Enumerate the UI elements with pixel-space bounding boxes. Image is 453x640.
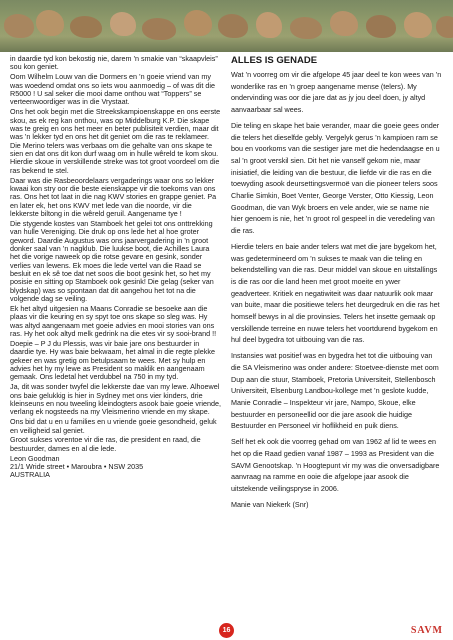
signature-block: [10, 455, 221, 480]
left-paragraph-5: Die stygende kostes van Stamboek het gelei tot ons onttrekking van hulle Vereniging. Die druk op ons lede het al hoe groter geword. Daardie Augustus was ons jaarvergadering in ’n groot donker saal van ’n nagklub. Die luukse boot, die Achilles Laura het die vorige naweek op die rotse gevare en gesink, sonder verlies van lewens. Ek moes die lede vertel van die Raad se besluit en ek sê toe dat net soos die boot gesink het, so het my posisie en sitting op Stamboek ook gesink! Die gelag (seker van blydskap) was so spontaan dat dit aangehou het tot na die volgende dag se veiling.: [10, 218, 214, 303]
left-paragraph-10: Groot sukses vorentoe vir die ras, die president en raad, die bestuurder, dames en al die lede.: [10, 435, 201, 453]
right-column: [231, 55, 442, 622]
right-paragraph-4: Instansies wat positief was en bygedra het tot die uitbouing van die SA Vleismerino was onder andere: Stoetvee-dienste met oom Dup aan die stuur, Stamboek, Pretoria Universiteit, Stellenbosch Universiteit, Elsenburg Landbou-kollege met ’n geslote kudde, Manie Conradie – Inspekteur vir jare, Nampo, Skoue, elke bestuurder en personeellid oor die jare asook die huidige Bestuurder en Personeel vir hoflikheid en puik diens.: [231, 351, 439, 431]
right-paragraph-2: Die teling en skape het baie verander, maar die goeie gees onder die telers het dieselfde gebly. Vergelyk gerus ’n kampioen ram se bou en voorkoms van die sestiger jare met die hedendaagse en u sal ’n groot verskil sien. Dit het nie vanself gekom nie, maar inisiatief, die leiding van die bestuur, die liefde vir die ras en die toewyding asook deursettingsvermoë van die pioneer telers soos Charlie Simkin, Boet Venter, George Verster, Otto Kiessig, Leon Goodman, die van Wyk broers en vele ander, wie se name nie hier genoem is nie, het ’n groot rol gespeel in die veredeling van die ras.: [231, 120, 440, 236]
left-paragraph-6: Ek het altyd uitgesien na Maans Conradie se besoeke aan die plaas vir die keuring en sy spyt toe ons skape so sleg was. Hy was altyd aangenaam met goeie advies en mooi stories van ons ras. Hy het ook altyd melk gedrink na die etes vir sy sooi-brand !!: [10, 303, 217, 338]
brand-logo: SAVM: [410, 625, 443, 636]
page-footer: [0, 624, 453, 640]
header-banner-photo: [0, 0, 453, 52]
left-paragraph-1: in daardie tyd kon bekostig nie, darem ’n smakie van “skaapvleis” sou kon geniet.: [10, 55, 218, 72]
left-paragraph-7: Doepie – P J du Plessis, was vir baie jare ons bestuurder in daardie tye. Hy was baie bekwaam, het almal in die regte plekke gekeer en was gretig om betulpsaam te wees. Met sy hulp en advies het hy my lewe as President so maklik en aangenaam gemaak. Ons ledetal het verdubbel na 750 in my tyd.: [10, 338, 215, 382]
right-paragraph-5: Self het ek ook die voorreg gehad om van 1962 af lid te wees en het op die Raad gedien vanaf 1987 – 1993 as President van die SAVM Genootskap. ’n Hoogtepunt vir my was die onversadigbare aanvraag na ramme en ooie die afgelope jaar asook die uitstekende veilingspryse in 2006.: [231, 437, 440, 493]
left-paragraph-4: Daar was die Rasbeoordelaars vergaderings waar ons so lekker kwaai kon stry oor die beste eienskappe vir die toekoms van ons ras. Ons het tot laat in die nag KWV stories en grappe geniet. Pa en later ek, het ons KWV met lede van die noorde, vir die lekkerste biltong in die wêreld geruil. Aangename tye !: [10, 175, 217, 218]
signature-address: 21/1 Wride street • Maroubra • NSW 2035: [10, 462, 144, 472]
signature-name: Leon Goodman: [10, 453, 60, 463]
right-paragraph-1: Wat ’n voorreg om vir die afgelope 45 jaar deel te kon wees van ’n wonderlike ras en ’n groep aangename mense (telers). My ondervinding was oor die jare dat as jy jou deel doen, jy altyd aanvaarbaar sal wees.: [231, 70, 442, 115]
page-number-badge: 16: [219, 623, 234, 638]
left-paragraph-2: Oom Wilhelm Louw van die Dormers en ’n goeie vriend van my was woedend omdat ons so iets wou aanmoedig – of was dit die R5000 ! U sal seker die mooi dame onthou wat “Toppers” se verteenwoordiger was in die Vrystaat.: [10, 72, 215, 107]
left-paragraph-9: Ons bid dat u en u families en u vriende goeie gesondheid, geluk en veiligheid sal geniet.: [10, 417, 217, 435]
right-author: Manie van Niekerk (Snr): [231, 499, 309, 509]
left-column: [10, 55, 221, 622]
right-paragraph-3: Hierdie telers en baie ander telers wat met die jare bygekom het, was gedetermineerd om ’n sukses te maak van die teling en bekendstelling van die ras. Deur middel van skoue en uitstallings is die ras oor die land heen met groot moeite en ywer geadverteer. Kritiek en negatiwiteit was daar natuurlik ook maar van buite, maar die positiewe telers het deurgedruk en die ras het homself bewys in al die provinsies. Telers het insette gemaak op verskillende terreine en nuwe telers het voortdurend bygekom en hul deel bygedra tot uitbouing van die ras.: [231, 241, 440, 345]
left-paragraph-8: Ja, dit was sonder twyfel die lekkerste dae van my lewe. Alhoewel ons baie gelukkig is hier in Sydney met ons vier kinders, drie kleinseuns en nou tweeling kleindogters asook baie goeie vriende, verlang ek nogsteeds na my Vleismerino vriende en my skape.: [10, 382, 221, 417]
article-heading: ALLES IS GENADE: [231, 55, 318, 66]
signature-country: AUSTRALIA: [10, 470, 50, 480]
left-paragraph-3: Ons het ook begin met die Streekskampioenskappe en ons eerste skou, as ek reg kan onthou, was op Middelburg K.P. Die skape was te greig en ons het meer en beter publisiteit verdien, maar dit was ’n lekker tyd en ons het dit geniet om die ras te reklameer. Die Merino telers was verbaas om die gehalte van ons skape te sien en dat ons dit kon durf waag om in hulle wêreld te kom skou. Hierdie skoue in verskillende streke was tot groot voordeel om die ras bekend te stel.: [10, 107, 221, 175]
